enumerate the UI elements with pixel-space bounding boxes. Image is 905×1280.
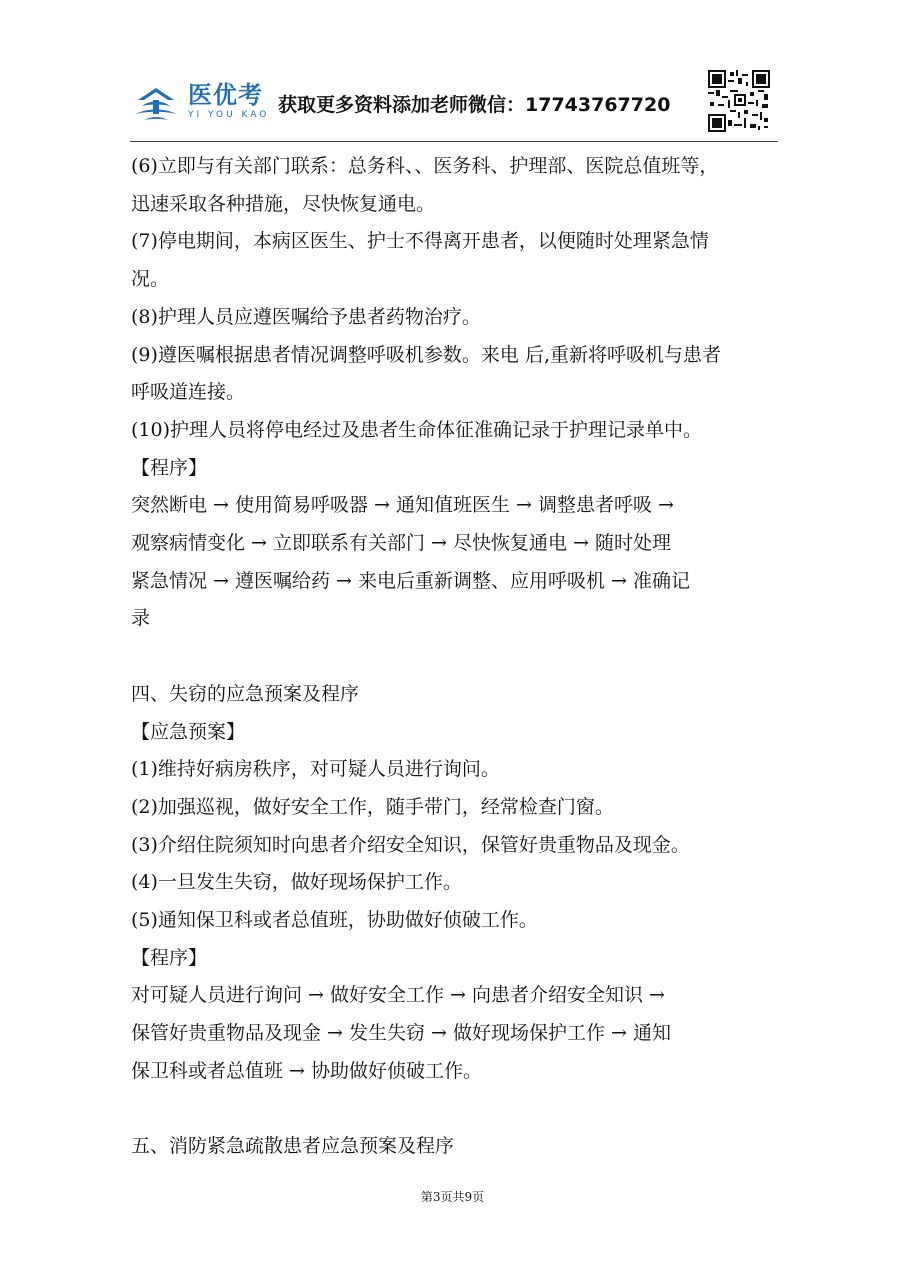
blank-line xyxy=(131,1091,781,1129)
text-line: (5)通知保卫科或者总值班，协助做好侦破工作。 xyxy=(131,909,538,932)
text-line: 突然断电 → 使用简易呼吸器 → 通知值班医生 → 调整患者呼吸 → xyxy=(131,494,674,517)
brand-name: 医优考 xyxy=(188,81,263,109)
text-line: 对可疑人员进行询问 → 做好安全工作 → 向患者介绍安全知识 → xyxy=(131,984,665,1007)
text-line: (9)遵医嘱根据患者情况调整呼吸机参数。来电 后,重新将呼吸机与患者 xyxy=(131,343,721,366)
text-line: 迅速采取各种措施，尽快恢复通电。 xyxy=(131,192,436,215)
qr-code-icon xyxy=(708,70,770,132)
brand-subtitle: YI YOU KAO xyxy=(188,110,270,120)
text-line: 保卫科或者总值班 → 协助做好侦破工作。 xyxy=(131,1059,483,1082)
text-line: 呼吸道连接。 xyxy=(131,381,246,404)
text-line: 保管好贵重物品及现金 → 发生失窃 → 做好现场保护工作 → 通知 xyxy=(131,1022,671,1045)
blank-line xyxy=(131,638,781,676)
section-heading: 五、消防紧急疏散患者应急预案及程序 xyxy=(131,1135,455,1158)
brand xyxy=(188,82,269,120)
section-label: 【程序】 xyxy=(131,456,208,479)
page-header xyxy=(130,64,778,140)
text-line: (3)介绍住院须知时向患者介绍安全知识，保管好贵重物品及现金。 xyxy=(131,833,690,856)
text-line: (8)护理人员应遵医嘱给予患者药物治疗。 xyxy=(131,305,481,328)
header-divider xyxy=(130,141,778,142)
text-line: (1)维持好病房秩序，对可疑人员进行询问。 xyxy=(131,758,500,781)
text-line: 观察病情变化 → 立即联系有关部门 → 尽快恢复通电 → 随时处理 xyxy=(131,532,671,555)
text-line: (10)护理人员将停电经过及患者生命体征准确记录于护理记录单中。 xyxy=(131,418,703,441)
text-line: 紧急情况 → 遵医嘱给药 → 来电后重新调整、应用呼吸机 → 准确记 xyxy=(131,569,690,592)
contact-info: 获取更多资料添加老师微信：17743767720 xyxy=(278,94,671,116)
text-line: (2)加强巡视，做好安全工作，随手带门，经常检查门窗。 xyxy=(131,795,614,818)
section-label: 【应急预案】 xyxy=(131,720,246,743)
section-label: 【程序】 xyxy=(131,946,208,969)
document-body xyxy=(131,148,781,1166)
text-line: (4)一旦发生失窃，做好现场保护工作。 xyxy=(131,871,462,894)
text-line: 况。 xyxy=(131,268,170,291)
text-line: 录 xyxy=(131,607,151,630)
text-line: (7)停电期间，本病区医生、护士不得离开患者，以便随时处理紧急情 xyxy=(131,230,709,253)
page-number: 第3页共9页 xyxy=(420,1190,485,1204)
yiyoukao-logo-icon xyxy=(132,80,180,128)
section-heading: 四、失窃的应急预案及程序 xyxy=(131,682,360,705)
text-line: (6)立即与有关部门联系：总务科、、医务科、护理部、医院总值班等， xyxy=(131,155,719,177)
